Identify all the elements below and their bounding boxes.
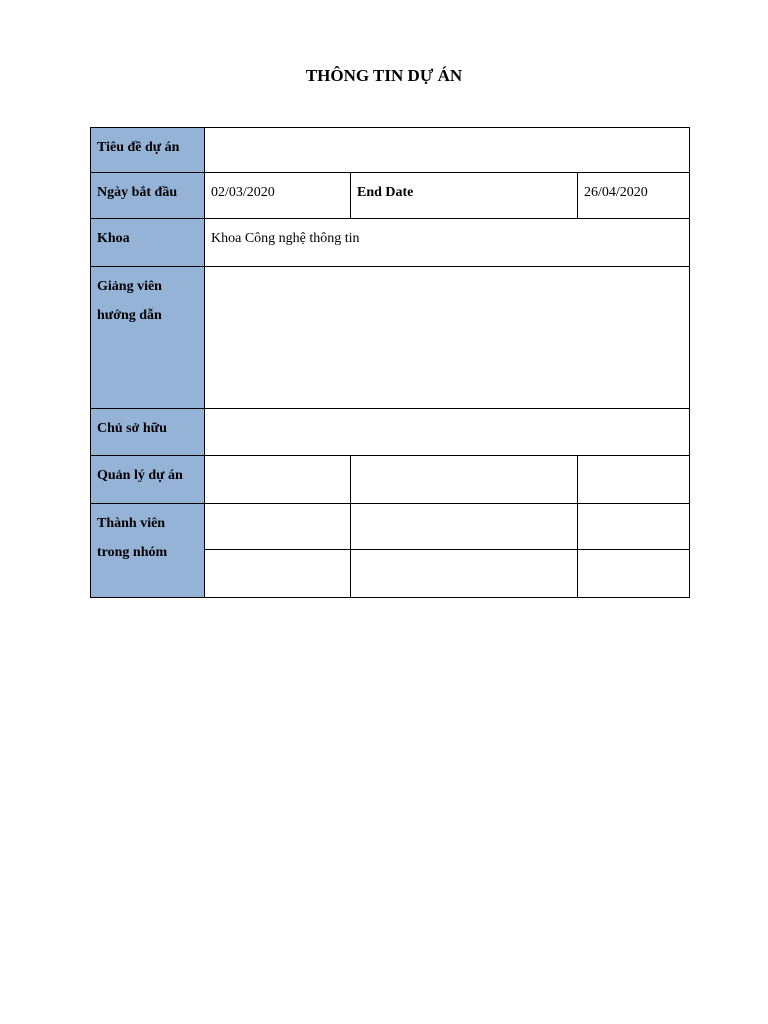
label-cell-team-members bbox=[91, 504, 205, 598]
project-title-value bbox=[205, 128, 689, 133]
faculty-value-cell[interactable] bbox=[205, 219, 690, 267]
advisor-value bbox=[205, 267, 689, 272]
advisor-label bbox=[91, 267, 204, 330]
team-members-label-line2: trong nhóm bbox=[97, 545, 168, 560]
project-manager-value-3 bbox=[578, 456, 689, 461]
end-date-label-cell bbox=[351, 173, 578, 219]
team-members-label-line1: Thành viên bbox=[97, 516, 166, 531]
table-row-project-manager bbox=[91, 456, 690, 504]
project-manager-cell-1[interactable] bbox=[205, 456, 351, 504]
advisor-label-line2: hướng dẫn bbox=[97, 308, 162, 323]
team-member-value-2-2 bbox=[351, 550, 577, 555]
project-manager-label: Quản lý dự án bbox=[97, 468, 183, 483]
owner-value-cell[interactable] bbox=[205, 409, 690, 456]
advisor-label-line1: Giảng viên bbox=[97, 279, 162, 294]
owner-value bbox=[205, 409, 689, 414]
team-member-cell-1-2[interactable] bbox=[351, 504, 578, 550]
project-title-value-cell[interactable] bbox=[205, 128, 690, 173]
team-member-cell-2-3[interactable] bbox=[578, 550, 690, 598]
label-cell-owner bbox=[91, 409, 205, 456]
project-manager-value-1 bbox=[205, 456, 350, 461]
label-cell-start-date bbox=[91, 173, 205, 219]
start-date-value: 02/03/2020 bbox=[211, 185, 275, 200]
end-date-value: 26/04/2020 bbox=[584, 185, 648, 200]
label-cell-project-title bbox=[91, 128, 205, 173]
project-manager-cell-2[interactable] bbox=[351, 456, 578, 504]
team-members-label bbox=[91, 504, 204, 567]
advisor-value-cell[interactable] bbox=[205, 267, 690, 409]
team-member-value-1-1 bbox=[205, 504, 350, 509]
faculty-value: Khoa Công nghệ thông tin bbox=[211, 231, 360, 246]
start-date-value-cell[interactable] bbox=[205, 173, 351, 219]
page-title: THÔNG TIN DỰ ÁN bbox=[305, 66, 463, 85]
project-manager-value-2 bbox=[351, 456, 577, 461]
end-date-label: End Date bbox=[357, 185, 414, 200]
owner-label: Chủ sở hữu bbox=[97, 421, 167, 436]
label-cell-project-manager bbox=[91, 456, 205, 504]
team-member-cell-2-2[interactable] bbox=[351, 550, 578, 598]
start-date-label: Ngày bắt đầu bbox=[97, 185, 178, 200]
project-manager-cell-3[interactable] bbox=[578, 456, 690, 504]
table-row-project-title bbox=[91, 128, 690, 173]
label-cell-faculty bbox=[91, 219, 205, 267]
end-date-value-cell[interactable] bbox=[578, 173, 690, 219]
team-member-value-1-2 bbox=[351, 504, 577, 509]
team-member-value-1-3 bbox=[578, 504, 689, 509]
team-member-cell-2-1[interactable] bbox=[205, 550, 351, 598]
table-row-dates bbox=[91, 173, 690, 219]
project-title-label: Tiêu đề dự án bbox=[97, 140, 180, 155]
label-cell-advisor bbox=[91, 267, 205, 409]
faculty-label: Khoa bbox=[97, 231, 130, 246]
table-row-faculty bbox=[91, 219, 690, 267]
team-member-value-2-1 bbox=[205, 550, 350, 555]
team-member-value-2-3 bbox=[578, 550, 689, 555]
table-row-owner bbox=[91, 409, 690, 456]
project-info-table bbox=[90, 127, 690, 598]
team-member-cell-1-1[interactable] bbox=[205, 504, 351, 550]
table-row-advisor bbox=[91, 267, 690, 409]
table-row-team-members-1 bbox=[91, 504, 690, 550]
team-member-cell-1-3[interactable] bbox=[578, 504, 690, 550]
